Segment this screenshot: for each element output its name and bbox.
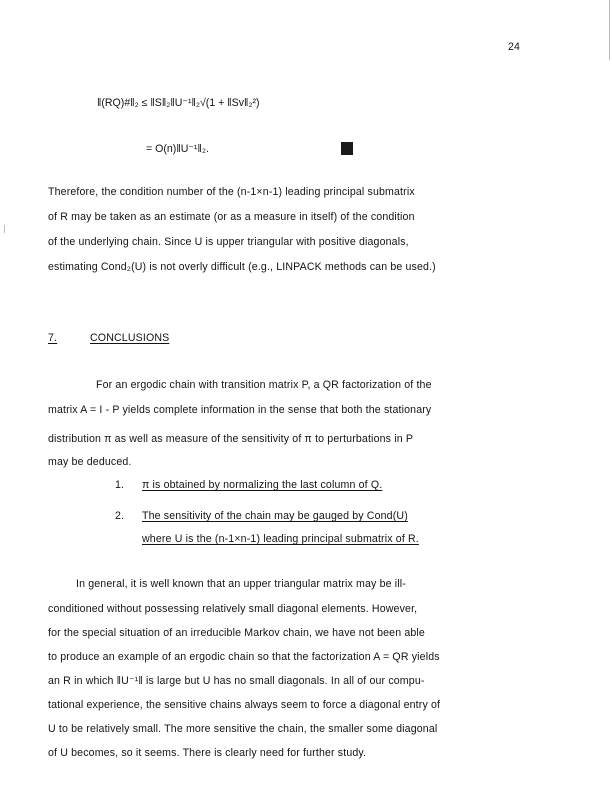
paragraph-2-line: matrix A = I - P yields complete information in the sense that both the stationary — [48, 404, 432, 416]
end-of-proof-mark — [341, 142, 353, 155]
paragraph-3-line: of U becomes, so it seems. There is clearly need for further study. — [48, 747, 367, 759]
page-number: 24 — [508, 41, 521, 53]
paragraph-3-line: for the special situation of an irreducible Markov chain, we have not been able — [48, 627, 425, 639]
list-item-text: π is obtained by normalizing the last column of Q. — [142, 479, 383, 491]
scan-edge-mark — [4, 225, 5, 233]
list-item-number: 1. — [115, 479, 125, 491]
equation-line-1: ‖(RQ)#‖₂ ≤ ‖S‖₂‖U⁻¹‖₂√(1 + ‖Sv‖₂²) — [97, 97, 260, 109]
equation-line-2: = O(n)‖U⁻¹‖₂. — [146, 143, 209, 155]
paragraph-2-line: For an ergodic chain with transition matrix P, a QR factorization of the — [96, 379, 432, 391]
paragraph-2-line: may be deduced. — [48, 456, 132, 468]
paragraph-3-line: conditioned without possessing relatively small diagonal elements. However, — [48, 603, 418, 615]
list-item-text: The sensitivity of the chain may be gauged by Cond(U) — [142, 510, 408, 522]
paragraph-1-line: Therefore, the condition number of the (n-1×n-1) leading principal submatrix — [48, 186, 415, 198]
paragraph-3-line: an R in which ‖U⁻¹‖ is large but U has no small diagonals. In all of our compu- — [48, 675, 425, 687]
paragraph-3-line: to produce an example of an ergodic chain so that the factorization A = QR yields — [48, 651, 440, 663]
paragraph-2-line: distribution π as well as measure of the sensitivity of π to perturbations in P — [48, 433, 414, 445]
scan-edge-mark — [609, 0, 610, 60]
paragraph-3-line: In general, it is well known that an upper triangular matrix may be ill- — [76, 578, 406, 590]
section-title: CONCLUSIONS — [90, 332, 170, 344]
list-item-number: 2. — [115, 510, 125, 522]
paragraph-1-line: of the underlying chain. Since U is upper triangular with positive diagonals, — [48, 236, 409, 248]
list-item-text: where U is the (n-1×n-1) leading principal submatrix of R. — [142, 533, 419, 545]
paragraph-3-line: U to be relatively small. The more sensitive the chain, the smaller some diagonal — [48, 723, 438, 735]
section-number: 7. — [48, 332, 58, 344]
paragraph-1-line: of R may be taken as an estimate (or as a measure in itself) of the condition — [48, 211, 415, 223]
paragraph-3-line: tational experience, the sensitive chains always seem to force a diagonal entry of — [48, 699, 441, 711]
paragraph-1-line: estimating Cond₂(U) is not overly difficult (e.g., LINPACK methods can be used.) — [48, 261, 436, 273]
